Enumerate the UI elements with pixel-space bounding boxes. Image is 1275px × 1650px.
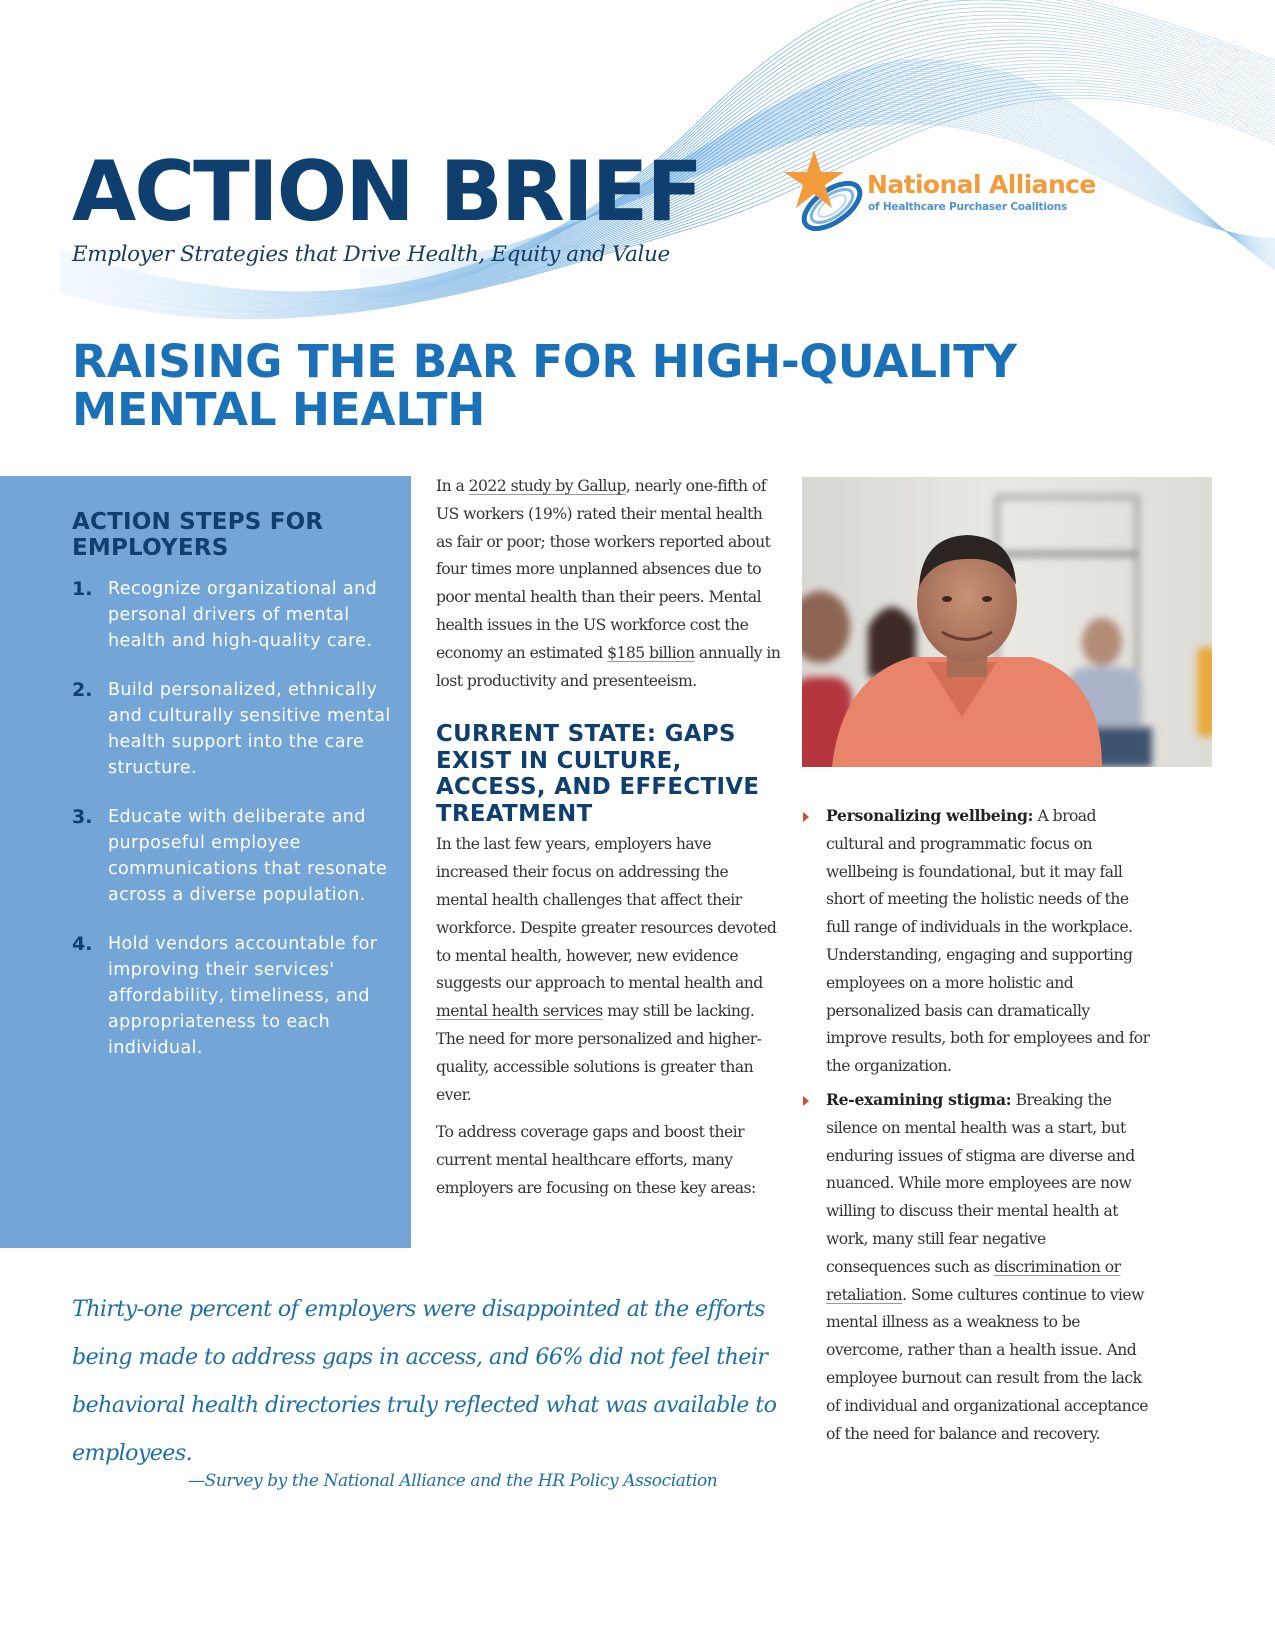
text-run: annually in lost productivity and presenteeism.: [436, 643, 781, 690]
text-run: may still be lacking. The need for more personalized and higher-quality, accessible solutions is greater than ever.: [436, 1002, 762, 1104]
action-step: [72, 804, 392, 908]
page-title: [72, 335, 1017, 436]
step-text: Recognize organizational and personal drivers of mental health and high-quality care.: [108, 579, 378, 651]
key-area-title: Re-examining stigma:: [826, 1089, 1012, 1109]
key-areas-intro: To address coverage gaps and boost their current mental healthcare efforts, many employers are focusing on these key areas:: [436, 1123, 756, 1197]
brief-subtitle: Employer Strategies that Drive Health, Equity and Value: [72, 242, 670, 267]
step-number: 4.: [72, 933, 93, 955]
step-text: Build personalized, ethnically and culturally sensitive mental health support into the care structure.: [108, 680, 391, 778]
middle-column: [436, 473, 781, 1203]
key-area-item: [800, 1086, 1150, 1448]
action-steps-list: [72, 576, 392, 1084]
key-areas-list: [800, 802, 1150, 1453]
mental-health-services-link[interactable]: mental health services: [436, 1002, 603, 1021]
page-title-line-1: RAISING THE BAR FOR HIGH-QUALITY: [72, 335, 1017, 388]
text-run: In the last few years, employers have increased their focus on addressing the mental health challenges that affect their workforce. Despite greater resources devoted to mental health, however, new evidence suggests our approach to mental health and: [436, 835, 777, 993]
star-swoosh-icon: [780, 148, 870, 238]
brief-title: ACTION BRIEF: [72, 143, 702, 240]
action-steps-heading: ACTION STEPS FOR EMPLOYERS: [72, 509, 324, 561]
key-area-item: [800, 802, 1150, 1081]
text-run: In a: [436, 477, 469, 495]
text-run: , nearly one-fifth of US workers (19%) rated their mental health as fair or poor; those workers reported about four times more unplanned absences due to poor mental health than their peers. Mental health issues in the US workforce cost the economy an estimated: [436, 477, 771, 662]
cost-estimate-link[interactable]: $185 billion: [607, 643, 695, 662]
discrimination-link[interactable]: discrimination or retaliation: [826, 1257, 1121, 1304]
bullet-arrow-icon: [803, 812, 809, 822]
step-number: 1.: [72, 578, 93, 600]
key-area-text: A broad cultural and programmatic focus on wellbeing is foundational, but it may fall short of meeting the holistic needs of the full range of individuals in the workplace. Understanding, engaging and supporting employees on a more holistic and personalized basis can dramatically improve results, both for employees and for the organization.: [826, 807, 1150, 1076]
action-step: [72, 677, 392, 781]
pull-quote: Thirty-one percent of employers were disappointed at the efforts being made to address gaps in access, and 66% did not feel their behavioral health directories truly reflected what was available to employees.: [72, 1296, 777, 1466]
key-area-text: . Some cultures continue to view mental illness as a weakness to be overcome, rather than a health issue. And employee burnout can result from the lack of individual and organizational acceptance of the need for balance and recovery.: [826, 1285, 1148, 1443]
action-steps-sidebar: [0, 476, 411, 1248]
logo-subtitle: of Healthcare Purchaser Coalitions: [868, 201, 1068, 213]
page-title-line-2: MENTAL HEALTH: [72, 383, 486, 436]
quote-attribution: —Survey by the National Alliance and the HR Policy Association: [188, 1471, 718, 1491]
national-alliance-logo: [780, 148, 1160, 238]
gallup-study-link[interactable]: 2022 study by Gallup: [468, 477, 626, 495]
current-state-paragraph: [436, 831, 781, 1109]
intro-paragraph: [436, 473, 781, 695]
bullet-arrow-icon: [803, 1096, 809, 1106]
photo-smiling-man-in-group: [802, 477, 1212, 767]
action-step: [72, 576, 392, 654]
action-step: [72, 931, 392, 1061]
step-text: Hold vendors accountable for improving their services' affordability, timeliness, and appropriateness to each individual.: [108, 934, 378, 1058]
step-text: Educate with deliberate and purposeful employee communications that resonate across a diverse population.: [108, 807, 388, 905]
step-number: 3.: [72, 806, 93, 828]
current-state-heading: CURRENT STATE: GAPS EXIST IN CULTURE, ACCESS, AND EFFECTIVE TREATMENT: [436, 721, 760, 827]
key-area-title: Personalizing wellbeing:: [826, 806, 1034, 825]
step-number: 2.: [72, 679, 93, 701]
key-area-text: Breaking the silence on mental health was a start, but enduring issues of stigma are diverse and nuanced. While more employees are now willing to discuss their mental health at work, many still fear negative consequences such as: [826, 1090, 1135, 1276]
logo-name: National Alliance: [867, 170, 1096, 199]
